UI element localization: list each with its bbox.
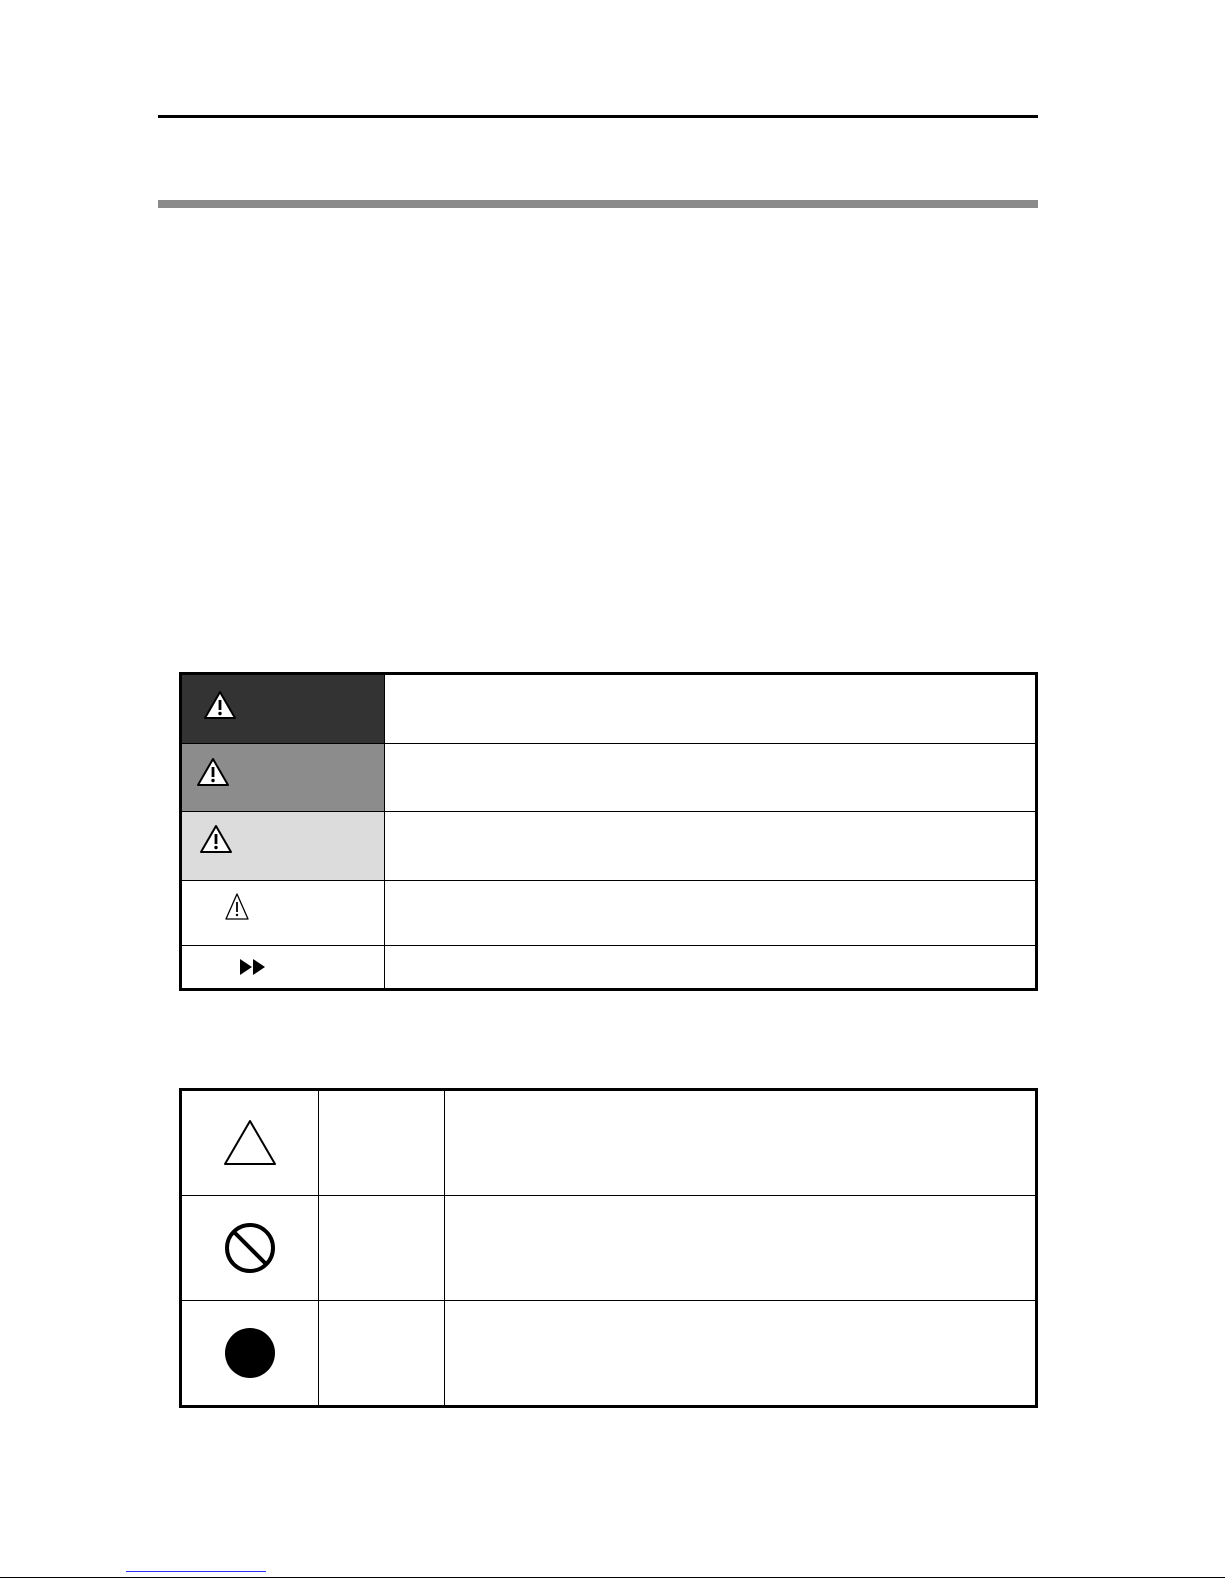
caution-level-cell (181, 812, 385, 881)
footer-rule (0, 1577, 1225, 1578)
table-row (181, 1090, 1037, 1196)
prohibition-symbol-description (445, 1196, 1037, 1301)
mandatory-action-icon (222, 1325, 278, 1381)
caution-symbol-description (445, 1090, 1037, 1196)
danger-level-cell (181, 674, 385, 744)
table-row (181, 946, 1037, 990)
table-row (181, 881, 1037, 946)
footer-link[interactable] (126, 1571, 266, 1572)
mandatory-symbol-cell (181, 1301, 319, 1407)
warning-triangle-icon (195, 756, 231, 788)
warning-triangle-thin-icon (224, 892, 250, 922)
mandatory-symbol-name (319, 1301, 445, 1407)
danger-description (385, 674, 1037, 744)
signal-word-table (179, 672, 1038, 991)
table-row (181, 1196, 1037, 1301)
table-row (181, 812, 1037, 881)
warning-triangle-icon (202, 689, 238, 721)
caution-description (385, 812, 1037, 881)
warning-triangle-icon (198, 823, 234, 855)
prohibition-symbol-name (319, 1196, 445, 1301)
table-row (181, 744, 1037, 812)
note-level-cell (181, 881, 385, 946)
warning-level-cell (181, 744, 385, 812)
header-rule (158, 115, 1038, 118)
warning-description (385, 744, 1037, 812)
reference-description (385, 946, 1037, 990)
caution-triangle-icon (222, 1118, 278, 1168)
section-title-bar (158, 200, 1038, 208)
reference-level-cell (181, 946, 385, 990)
caution-symbol-cell (181, 1090, 319, 1196)
prohibition-symbol-cell (181, 1196, 319, 1301)
note-description (385, 881, 1037, 946)
prohibition-icon (222, 1220, 278, 1276)
caution-symbol-name (319, 1090, 445, 1196)
symbol-table (179, 1088, 1038, 1408)
table-row (181, 1301, 1037, 1407)
double-arrow-icon (238, 957, 270, 977)
mandatory-symbol-description (445, 1301, 1037, 1407)
table-row (181, 674, 1037, 744)
